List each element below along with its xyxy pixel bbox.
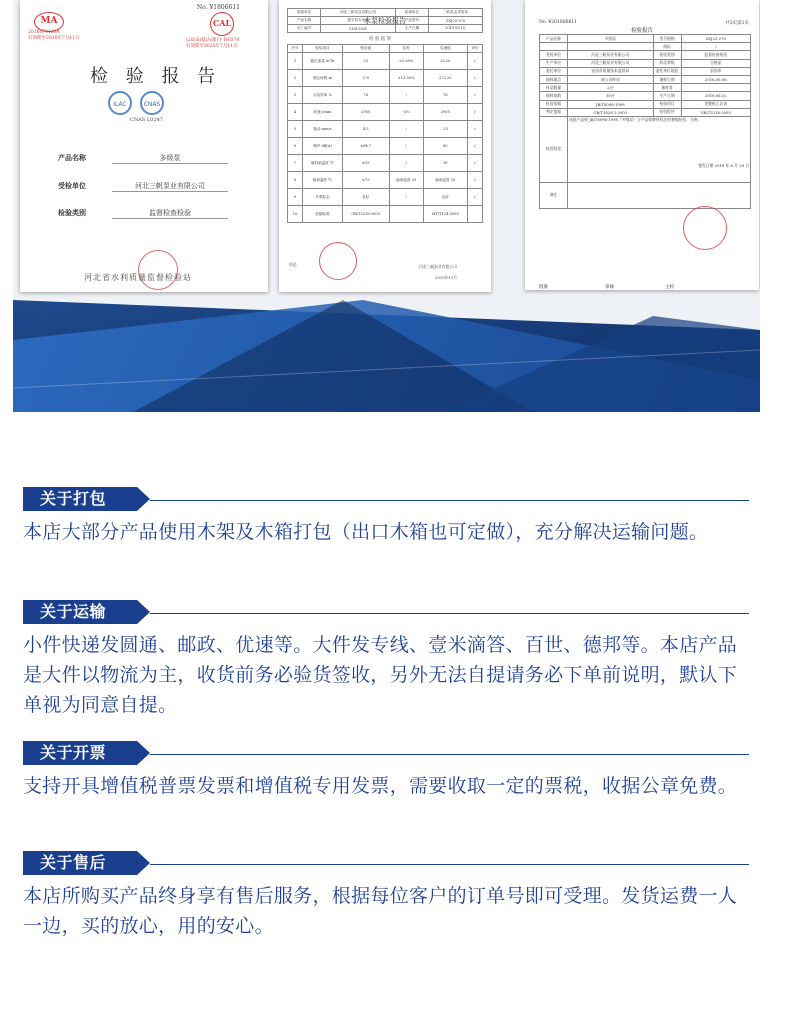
table-cell: 水泵效率 % [303, 87, 343, 104]
svg-text:ILAC: ILAC [113, 101, 127, 108]
section-divider [150, 613, 749, 614]
table-row [288, 155, 483, 172]
table-row [288, 138, 483, 155]
supervision-inspection-report [525, 0, 759, 290]
table-cell: 11811301 [321, 25, 396, 33]
table-row [540, 51, 751, 59]
report-title: 检验报告 [630, 28, 653, 34]
remark-label: 备注 [540, 182, 568, 208]
table-cell: 2 [288, 70, 303, 87]
table-cell: 生产日期 [395, 25, 428, 33]
table-cell: 额定扬程 m [303, 70, 343, 87]
conclusion-label: 结论 [289, 262, 297, 267]
section-header [23, 851, 749, 875]
table-cell: 抽样地点 [540, 75, 568, 83]
table-cell: JB/T8096-1998 [568, 100, 654, 108]
field-value: 河北三帆泵业有限公司 [112, 181, 228, 192]
section-header [23, 741, 749, 765]
table-cell: 商标 [653, 43, 681, 51]
table-cell: 受检单位 [540, 51, 568, 59]
table-cell: 透平机专用泵 [321, 17, 396, 25]
section-text: 本店大部分产品使用木架及木箱打包（出口木箱也可定做），充分解决运输问题。 [23, 521, 709, 543]
table-cell: MT/T114-2005 [423, 206, 467, 223]
table-row [288, 104, 483, 121]
cnas-code: CNAS L0247 [130, 117, 163, 123]
table-cell [540, 43, 568, 51]
table-cell: √ [467, 138, 482, 155]
section-arrow [137, 851, 150, 875]
table-cell [389, 206, 423, 223]
conclusion-cell [568, 116, 751, 182]
table-cell: 30台 [568, 92, 654, 100]
table-cell: 河北三帆泵业有限公司 [321, 9, 396, 17]
table-cell: / [389, 189, 423, 206]
field-value: 监督检查检验 [112, 208, 228, 219]
table-cell: √ [467, 53, 482, 70]
section-title: 关于开票 [23, 741, 137, 765]
cal-seal: CAL [210, 12, 234, 36]
table-cell: 检测单位 [395, 9, 428, 17]
pump-results-table [287, 44, 483, 223]
footer-date: 2019年11月 [435, 275, 458, 280]
section-divider [150, 864, 749, 865]
table-cell: 2950 [342, 104, 389, 121]
report-title: 检 验 报 告 [90, 66, 222, 87]
cma-code-line: 有效期至2020年7月11日 [28, 36, 80, 41]
table-cell: 填料函温度 ℃ [303, 155, 343, 172]
table-row [540, 67, 751, 75]
table-cell: 该公司库房 [568, 75, 654, 83]
table-cell: 多级泵 [568, 35, 654, 43]
table-cell: 轴承温度 ℃ [303, 172, 343, 189]
table-header-cell: 序号 [288, 45, 303, 53]
table-cell: 2019年11月 [429, 25, 483, 33]
cal-code [186, 38, 239, 50]
table-cell: / [681, 43, 750, 51]
table-cell: 10 [423, 155, 467, 172]
table-cell: 272.20 [423, 70, 467, 87]
table-cell: 转速 r/min [303, 104, 343, 121]
section-header [23, 487, 749, 511]
approver: 批准 [539, 285, 548, 290]
table-cell: 6 [288, 138, 303, 155]
field-inspection-type [58, 208, 228, 219]
field-label: 产品名称 [58, 153, 86, 162]
page-indicator: 共3页第1页 [725, 21, 749, 26]
table-cell: 2950 [423, 104, 467, 121]
field-product-name [58, 153, 228, 164]
table-cell: 样品等级 [653, 59, 681, 67]
table-cell [467, 206, 482, 223]
table-cell: GB/T2828.1-2003 [568, 108, 654, 116]
table-cell: 生产单位 [540, 59, 568, 67]
table-cell: / [389, 121, 423, 138]
table-cell: 依据标准 [303, 206, 343, 223]
table-cell: 生产日期 [653, 92, 681, 100]
conclusion-label: 检验结论 [540, 116, 568, 182]
svg-text:CNAS: CNAS [143, 101, 161, 108]
station-seal [683, 206, 727, 250]
table-cell: 2台 [568, 84, 654, 92]
table-cell: 样品数量 [540, 84, 568, 92]
table-cell: 抽样者 [653, 84, 681, 92]
section-packaging [23, 487, 749, 547]
table-cell: / [389, 138, 423, 155]
main-inspector: 主检 [665, 285, 674, 290]
table-cell: / [389, 87, 423, 104]
report-table [539, 34, 751, 209]
pump-report-title: 水泵检验报告 [364, 17, 406, 25]
table-cell: 检验类别 [653, 51, 681, 59]
certificate-banner [13, 0, 760, 412]
table-cell: 安国市质量技术监督局 [568, 67, 654, 75]
table-cell: 见整机汇总表 [681, 100, 750, 108]
section-title: 关于运输 [23, 600, 137, 624]
table-cell: 270 [342, 70, 389, 87]
table-cell: 良好 [342, 189, 389, 206]
table-cell: 检验程序 [653, 108, 681, 116]
field-value: 多级泵 [112, 153, 228, 164]
table-cell: 委托单位地址 [653, 67, 681, 75]
report-number: No. ¥1806611 [196, 4, 240, 11]
table-cell: 检验依据 [540, 100, 568, 108]
table-cell: GB/T3216-2005 [681, 108, 750, 116]
table-row [540, 108, 751, 116]
table-cell: ±13.50% [389, 70, 423, 87]
table-row [540, 43, 751, 51]
table-row [540, 84, 751, 92]
table-row [540, 59, 751, 67]
cma-seal: MA [34, 12, 64, 32]
section-divider [150, 500, 749, 501]
table-row [288, 87, 483, 104]
table-cell: GB/T3216-2005 [342, 206, 389, 223]
table-cell [681, 84, 750, 92]
field-label: 受检单位 [58, 181, 86, 190]
table-cell: 良好 [423, 189, 467, 206]
table-cell: 25 [342, 53, 389, 70]
table-cell: √ [467, 189, 482, 206]
table-cell: 1 [288, 53, 303, 70]
table-cell: 出厂编号 [288, 25, 321, 33]
issue-date: 签发日期 2018 年 6 月 28 日 [698, 162, 749, 168]
table-cell: 76 [423, 87, 467, 104]
section-header [23, 600, 749, 624]
cal-code-line: (2016)量认(冀)字 H0379 [186, 38, 240, 43]
results-title: 检 验 结 果 [369, 37, 392, 42]
table-cell: 河北三帆泵业有限公司 [568, 59, 654, 67]
footer-company: 河北三帆泵业有限公司 [419, 264, 457, 269]
inspection-station: 河北省水利质量监督检验站 [84, 273, 192, 282]
cma-code [28, 30, 80, 42]
section-text: 小件快递发圆通、邮政、优速等。大件发专线、壹米滴答、百世、德邦等。本店产品是大件以物流为主，收货前务必验货签收，另外无法自提请务必下单前说明，默认下单视为同意自提。 [23, 634, 738, 716]
section-arrow [137, 600, 150, 624]
table-cell: 轴承温度 35 [423, 172, 467, 189]
table-cell: ±2.00% [389, 53, 423, 70]
remark-cell [568, 182, 751, 208]
table-cell: 安国市 [681, 67, 750, 75]
table-cell: 轴承温度 35 [389, 172, 423, 189]
field-label: 检验类别 [58, 208, 86, 217]
section-arrow [137, 487, 150, 511]
pump-test-report [279, 0, 491, 292]
section-after-sales [23, 851, 749, 941]
table-cell: 产品名称 [288, 17, 321, 25]
table-cell: / [389, 155, 423, 172]
table-cell: 监督检查检验 [681, 51, 750, 59]
station-seal [138, 250, 178, 290]
table-cell: 振动 mm/s [303, 121, 343, 138]
section-invoice [23, 741, 749, 801]
table-cell: -5% [389, 104, 423, 121]
table-cell: 3.5 [423, 121, 467, 138]
table-row [540, 92, 751, 100]
conclusion-text: 该批产品按 JB/T8096-1998《多级泵》与产品铭牌所标注的参数检验，合格。 [569, 116, 702, 122]
table-cell: 7 [288, 155, 303, 172]
section-arrow [137, 741, 150, 765]
ilac-cnas-logo [100, 90, 190, 116]
table-cell: 8 [288, 172, 303, 189]
table-cell: 9 [288, 189, 303, 206]
table-header-cell: 容差 [389, 45, 423, 53]
table-cell: √ [467, 172, 482, 189]
table-row [540, 100, 751, 108]
table-cell: 产品名称 [540, 35, 568, 43]
company-seal [319, 242, 357, 280]
field-inspected-unit [58, 181, 228, 192]
table-row [540, 75, 751, 83]
table-row [288, 53, 483, 70]
table-row [288, 70, 483, 87]
table-cell: √ [467, 87, 482, 104]
cma-code-line: 2016070126A [28, 30, 60, 35]
table-cell: 抽样基数 [540, 92, 568, 100]
table-cell: 委托单位 [540, 67, 568, 75]
table-cell: 外观标志 [303, 189, 343, 206]
table-header-cell: 评价 [467, 45, 482, 53]
table-cell: √ [467, 70, 482, 87]
report-number: No. ¥201806611 [539, 20, 578, 25]
table-cell: 三帆泵业试验站 [429, 9, 483, 17]
table-cell: √ [467, 121, 482, 138]
table-cell: √ [467, 104, 482, 121]
table-cell: 80 [423, 138, 467, 155]
table-cell: 噪声 dB(A) [303, 138, 343, 155]
inspection-report-cover [20, 0, 268, 292]
table-cell: ≤15 [342, 155, 389, 172]
table-row [540, 35, 751, 43]
section-divider [150, 754, 749, 755]
table-cell: 5 [288, 121, 303, 138]
table-cell: 检验项目 [653, 100, 681, 108]
table-cell: √ [467, 155, 482, 172]
table-cell [568, 43, 654, 51]
table-row [288, 189, 483, 206]
table-cell: ZXJ25-270 [681, 35, 750, 43]
table-cell: 抽样日期 [653, 75, 681, 83]
section-title: 关于售后 [23, 851, 137, 875]
section-shipping [23, 600, 749, 720]
table-cell: 2018.06.06 [681, 75, 750, 83]
table-cell: 河北三帆泵业有限公司 [568, 51, 654, 59]
table-cell: 4.5 [342, 121, 389, 138]
cal-code-line: 有效期至2020年7月11日 [186, 44, 238, 49]
section-title: 关于打包 [23, 487, 137, 511]
table-cell: 3 [288, 87, 303, 104]
table-cell: 制造单位 [288, 9, 321, 17]
table-cell: ZXJ25-270 [429, 17, 483, 25]
table-row [288, 121, 483, 138]
section-text: 本店所购买产品终身享有售后服务，根据每位客户的订单号即可受理。发货运费一人一边，买的放心，用的安心。 [23, 885, 738, 937]
table-cell: 4 [288, 104, 303, 121]
table-cell: 额定流量 m³/h [303, 53, 343, 70]
reviewer: 审核 [605, 285, 614, 290]
table-cell: 型号规格 [653, 35, 681, 43]
table-cell: 10 [288, 206, 303, 223]
table-cell: ≤84.7 [342, 138, 389, 155]
table-cell: 25.20 [423, 53, 467, 70]
table-cell: 76 [342, 87, 389, 104]
table-header-cell: 检验项目 [303, 45, 343, 53]
table-cell: ≤75 [342, 172, 389, 189]
table-header-cell: 实测值 [423, 45, 467, 53]
remark-row [540, 182, 751, 208]
section-text: 支持开具增值税普票发票和增值税专用发票，需要收取一定的票税，收据公章免费。 [23, 775, 738, 797]
table-cell: 判定依据 [540, 108, 568, 116]
table-header-row [288, 45, 483, 53]
conclusion-row [540, 116, 751, 182]
table-cell: 合格品 [681, 59, 750, 67]
table-header-cell: 保证值 [342, 45, 389, 53]
table-row [288, 172, 483, 189]
table-row [288, 206, 483, 223]
table-cell: 2018.06.02 [681, 92, 750, 100]
table-cell: 产品型号 [395, 17, 428, 25]
